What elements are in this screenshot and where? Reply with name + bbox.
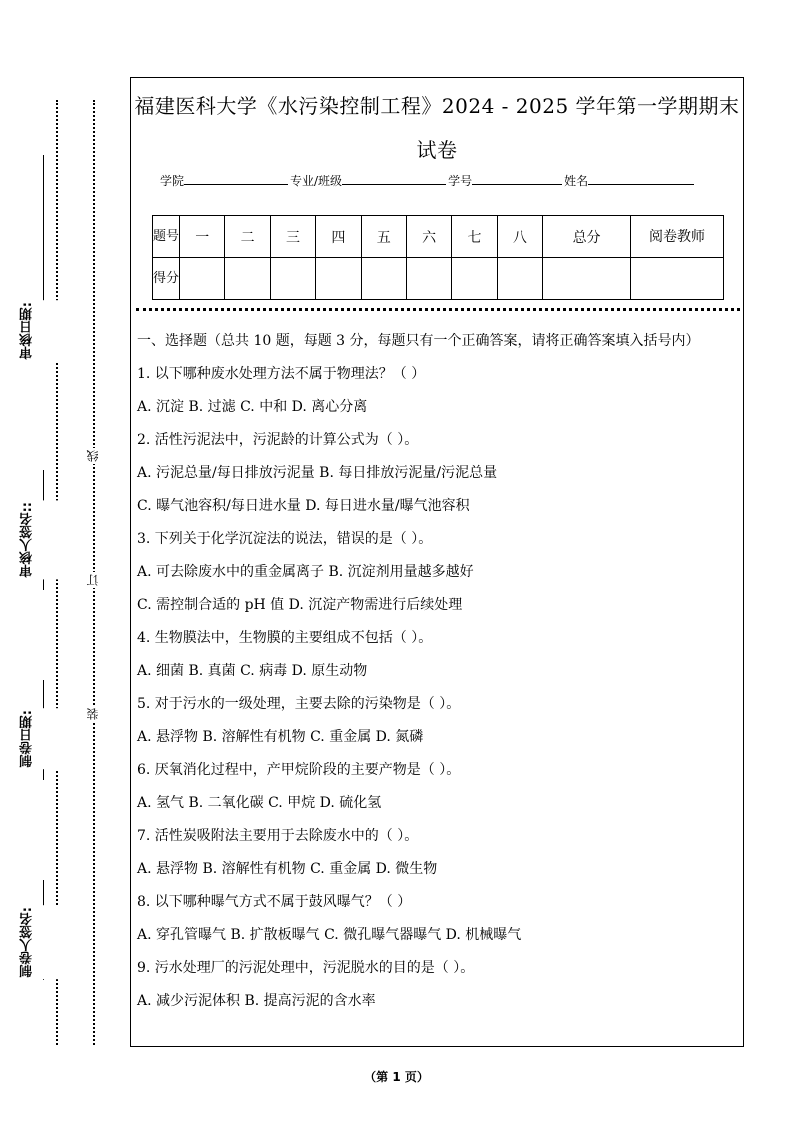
options-line: C. 需控制合适的 pH 值 D. 沉淀产物需进行后续处理	[137, 597, 463, 613]
question-line: 3. 下列关于化学沉淀法的说法，错误的是（ ）。	[137, 531, 433, 547]
score-cell-5[interactable]	[361, 258, 406, 300]
options-line: A. 污泥总量/每日排放污泥量 B. 每日排放污泥量/污泥总量	[137, 465, 498, 481]
question-lines	[137, 358, 737, 1018]
question-section	[137, 330, 737, 1018]
title-line-2: 试卷	[416, 138, 458, 162]
question-line: 7. 活性炭吸附法主要用于去除废水中的（ ）。	[137, 828, 419, 844]
name-label: 姓名	[564, 174, 589, 188]
options-line: C. 曝气池容积/每日进水量 D. 每日进水量/曝气池容积	[137, 498, 470, 514]
question-line: 8. 以下哪种曝气方式不属于鼓风曝气？（ ）	[137, 894, 412, 910]
options-line: A. 可去除废水中的重金属离子 B. 沉淀剂用量越多越好	[137, 564, 474, 580]
options-line: A. 穿孔管曝气 B. 扩散板曝气 C. 微孔曝气器曝气 D. 机械曝气	[137, 927, 522, 943]
exam-title	[131, 84, 743, 172]
options-line: A. 悬浮物 B. 溶解性有机物 C. 重金属 D. 微生物	[137, 861, 438, 877]
score-table	[152, 215, 724, 300]
score-col-6: 六	[406, 216, 451, 258]
name-field[interactable]	[588, 172, 694, 185]
reviewer-signature-label: 审核人签名::	[18, 500, 58, 579]
student-info-row	[160, 172, 730, 189]
college-label: 学院	[160, 174, 185, 188]
options-line: A. 氢气 B. 二氧化碳 C. 甲烷 D. 硫化氢	[137, 795, 382, 811]
score-cell-8[interactable]	[497, 258, 542, 300]
options-line: A. 沉淀 B. 过滤 C. 中和 D. 离心分离	[137, 399, 368, 415]
title-line-1: 福建医科大学《水污染控制工程》2024 - 2025 学年第一学期期末	[134, 94, 740, 118]
question-line: 9. 污水处理厂的污泥处理中，污泥脱水的目的是（ ）。	[137, 960, 475, 976]
compiler-signature-label: 制卷人签名:	[18, 905, 58, 979]
score-label: 得分	[153, 258, 180, 300]
score-cell-7[interactable]	[452, 258, 497, 300]
score-col-8: 八	[497, 216, 542, 258]
score-col-total: 总分	[543, 216, 631, 258]
score-cell-grader[interactable]	[631, 258, 724, 300]
score-cell-2[interactable]	[225, 258, 270, 300]
score-col-grader: 阅卷教师	[631, 216, 724, 258]
question-number-label: 题号	[153, 216, 180, 258]
page-footer: （第 1 页）	[364, 1070, 429, 1084]
score-col-1: 一	[180, 216, 225, 258]
question-line: 6. 厌氧消化过程中，产甲烷阶段的主要产物是（ ）。	[137, 762, 461, 778]
question-line: 4. 生物膜法中，生物膜的主要组成不包括（ ）。	[137, 630, 433, 646]
score-table-score-row	[153, 258, 724, 300]
binding-mark-bind: 装	[86, 708, 100, 720]
score-col-3: 三	[270, 216, 315, 258]
binding-mark-line: 线	[86, 450, 100, 462]
options-line: A. 细菌 B. 真菌 C. 病毒 D. 原生动物	[137, 663, 368, 679]
major-class-field[interactable]	[342, 172, 446, 185]
question-line: 1. 以下哪种废水处理方法不属于物理法？（ ）	[137, 366, 426, 382]
student-id-label: 学号	[448, 174, 473, 188]
binding-mark-staple: 订	[86, 574, 100, 586]
major-class-label: 专业/班级	[290, 174, 343, 188]
score-col-4: 四	[316, 216, 361, 258]
score-cell-4[interactable]	[316, 258, 361, 300]
review-date-line	[43, 155, 44, 315]
options-line: A. 悬浮物 B. 溶解性有机物 C. 重金属 D. 氮磷	[137, 729, 424, 745]
score-col-7: 七	[452, 216, 497, 258]
score-cell-total[interactable]	[543, 258, 631, 300]
question-line: 2. 活性污泥法中，污泥龄的计算公式为（ ）。	[137, 432, 419, 448]
college-field[interactable]	[184, 172, 288, 185]
student-id-field[interactable]	[472, 172, 562, 185]
compile-date-label: 制卷日期:	[18, 708, 58, 769]
review-date-label: 审核日期:	[18, 300, 58, 361]
score-col-2: 二	[225, 216, 270, 258]
binding-margin	[0, 0, 128, 1122]
section-title: 一、选择题（总共 10 题，每题 3 分，每题只有一个正确答案，请将正确答案填入括号内）	[137, 333, 700, 349]
score-cell-6[interactable]	[406, 258, 451, 300]
score-cell-3[interactable]	[270, 258, 315, 300]
section-separator	[136, 308, 740, 311]
score-table-header-row	[153, 216, 724, 258]
question-line: 5. 对于污水的一级处理，主要去除的污染物是（ ）。	[137, 696, 461, 712]
score-cell-1[interactable]	[180, 258, 225, 300]
score-col-5: 五	[361, 216, 406, 258]
options-line: A. 减少污泥体积 B. 提高污泥的含水率	[137, 993, 376, 1009]
